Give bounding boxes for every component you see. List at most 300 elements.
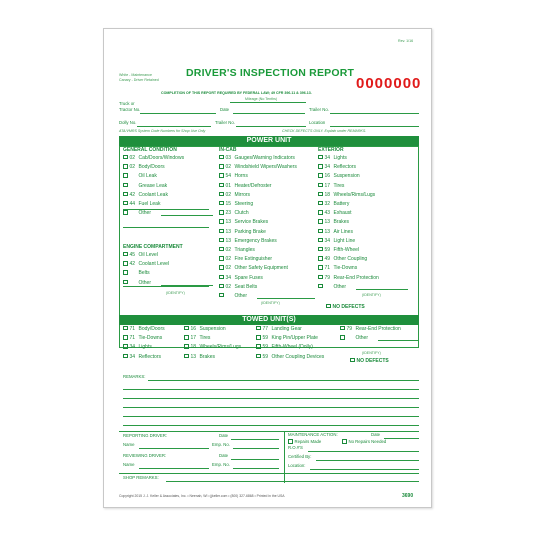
item-code: 59 — [262, 335, 269, 342]
item-label: Coolant Leak — [138, 191, 168, 198]
checklist-item[interactable] — [318, 191, 375, 199]
item-code: 32 — [324, 201, 331, 207]
reviewing-date-line[interactable] — [231, 459, 279, 460]
checkbox-icon[interactable] — [318, 284, 323, 289]
checklist-item[interactable] — [219, 283, 257, 291]
checkbox-icon[interactable] — [219, 238, 224, 243]
checkbox-icon[interactable] — [123, 280, 128, 285]
remarks-line[interactable] — [123, 407, 419, 408]
item-label: Fire Extinguisher — [234, 256, 273, 263]
item-label: Rear-End Protection — [333, 274, 379, 281]
truck-label: Truck or — [119, 101, 135, 106]
repairs-made-label: Repairs Made — [294, 439, 322, 444]
item-label: Tie-Downs — [138, 335, 163, 342]
item-label: Other — [138, 210, 152, 217]
remarks-line[interactable] — [123, 398, 419, 399]
item-code: 13 — [225, 228, 232, 235]
ros-line[interactable] — [308, 451, 419, 452]
item-label: Steering — [234, 201, 254, 207]
location-label: Location — [309, 120, 326, 125]
item-code: 71 — [324, 265, 331, 272]
checklist-item[interactable] — [123, 209, 151, 217]
checklist-item[interactable] — [256, 343, 313, 351]
checkbox-icon[interactable] — [123, 344, 128, 349]
item-label: Heater/Defroster — [234, 182, 272, 189]
certified-by-line[interactable] — [316, 460, 419, 461]
checklist-item[interactable] — [219, 172, 248, 180]
checkbox-icon[interactable] — [350, 358, 355, 363]
item-code: 34 — [324, 155, 331, 161]
checkbox-icon[interactable] — [219, 284, 224, 289]
item-code: 34 — [129, 344, 136, 351]
checklist-item[interactable] — [318, 274, 379, 282]
checkbox-icon[interactable] — [123, 164, 128, 169]
general-condition-heading: GENERAL CONDITION — [123, 147, 177, 153]
item-label: Tires — [333, 182, 345, 189]
compliance-note: COMPLETION OF THIS REPORT REQUIRED BY FEDERAL LAW; 49 CFR 396.11 & 396.13. — [161, 91, 312, 95]
item-code: 18 — [324, 191, 331, 198]
item-label: Cab/Doors/Windows — [138, 155, 185, 161]
checklist-item[interactable] — [219, 274, 263, 282]
checkbox-icon[interactable] — [256, 335, 261, 340]
checkbox-icon[interactable] — [123, 201, 128, 206]
item-label: Battery — [333, 201, 350, 207]
item-label: Clutch — [234, 210, 249, 217]
power-unit-bar: POWER UNIT — [119, 136, 419, 146]
item-code: 59 — [262, 344, 269, 351]
item-label: Suspension — [333, 173, 360, 180]
towed-no-defects-checkbox[interactable] — [350, 357, 389, 365]
item-label: Other Safety Equipment — [234, 265, 288, 272]
checkbox-icon[interactable] — [184, 354, 189, 359]
remarks-label: REMARKS: — [123, 374, 146, 379]
checklist-item[interactable] — [219, 237, 277, 245]
item-label: Mirrors — [234, 191, 251, 198]
checklist-item[interactable] — [219, 228, 266, 236]
identify-line[interactable] — [123, 209, 209, 210]
form-title: DRIVER'S INSPECTION REPORT — [186, 67, 355, 79]
copy-white-label: White - Maintenance — [119, 73, 152, 77]
trailer-line[interactable] — [236, 126, 306, 127]
item-code: 13 — [225, 237, 232, 244]
checklist-item[interactable] — [219, 246, 255, 254]
item-label: Parking Brake — [234, 228, 266, 235]
mileage-line[interactable] — [230, 102, 306, 103]
copy-canary-label: Canary - Driver Retained — [119, 78, 159, 82]
item-label: Fifth-Wheel (Dolly) — [271, 344, 313, 351]
maintenance-date-label: Date — [371, 432, 381, 437]
checklist-item[interactable] — [123, 343, 152, 351]
checkbox-icon[interactable] — [219, 265, 224, 270]
reviewing-driver-label: REVIEWING DRIVER: — [123, 453, 167, 458]
item-label: Other Coupling — [333, 256, 368, 263]
reporting-emp-line[interactable] — [233, 448, 279, 449]
checklist-item[interactable] — [219, 218, 268, 226]
item-code: 02 — [225, 164, 232, 171]
checkbox-icon[interactable] — [123, 173, 128, 178]
remarks-line[interactable] — [123, 389, 419, 390]
repairs-made-checkbox[interactable] — [288, 438, 321, 445]
item-label: Other — [138, 279, 152, 286]
tractor-line[interactable] — [140, 113, 216, 114]
item-label: Wheels/Rims/Lugs — [333, 191, 376, 198]
checkbox-icon[interactable] — [219, 201, 224, 206]
reporting-emp-label: Emp. No. — [212, 442, 230, 447]
checklist-item[interactable] — [318, 246, 359, 254]
in-cab-heading: IN-CAB — [219, 147, 237, 153]
remarks-line[interactable] — [123, 416, 419, 417]
checkbox-icon[interactable] — [318, 256, 323, 261]
item-code: 79 — [324, 274, 331, 281]
checkbox-icon[interactable] — [219, 192, 224, 197]
identify-label-general: (IDENTIFY) — [166, 291, 185, 295]
checkbox-icon[interactable] — [219, 256, 224, 261]
checklist-item[interactable] — [318, 172, 360, 180]
exterior-heading: EXTERIOR — [318, 147, 344, 153]
date-line[interactable] — [233, 113, 305, 114]
item-code: 13 — [324, 228, 331, 235]
item-label: Reflectors — [333, 164, 357, 171]
checkbox-icon[interactable] — [318, 164, 323, 169]
checkbox-icon[interactable] — [318, 210, 323, 215]
item-label: Body/Doors — [138, 164, 165, 171]
checkbox-icon[interactable] — [326, 304, 331, 309]
no-defects-label: NO DEFECTS — [356, 358, 389, 364]
certified-by-label: Certified By: — [288, 454, 312, 459]
item-code: 17 — [324, 182, 331, 189]
checkbox-icon[interactable] — [256, 354, 261, 359]
checkbox-icon[interactable] — [123, 183, 128, 188]
mileage-label: Mileage (No Tenths) — [245, 97, 278, 101]
no-repairs-needed-label: No Repairs Needed — [348, 439, 387, 444]
checklist-item[interactable] — [318, 200, 349, 208]
ros-label: R.O.#'S — [288, 445, 303, 450]
item-label: Fuel Leak — [138, 201, 161, 207]
remarks-line[interactable] — [123, 425, 419, 426]
checkbox-icon[interactable] — [340, 335, 345, 340]
item-label: Brakes — [333, 219, 350, 226]
other-fill-line[interactable] — [161, 215, 213, 216]
checkbox-icon[interactable] — [318, 238, 323, 243]
checklist-item[interactable] — [219, 182, 271, 190]
checklist-item[interactable] — [219, 292, 247, 300]
item-label: Air Lines — [333, 228, 353, 235]
item-code: 02 — [129, 164, 136, 171]
checkbox-icon[interactable] — [318, 229, 323, 234]
checklist-item[interactable] — [318, 218, 349, 226]
checkbox-icon[interactable] — [219, 229, 224, 234]
checklist-item[interactable] — [318, 237, 355, 245]
checklist-item[interactable] — [256, 325, 302, 333]
item-code: 54 — [225, 173, 232, 180]
item-label: Service Brakes — [234, 219, 269, 226]
item-code: 71 — [129, 335, 136, 342]
item-code: 34 — [324, 237, 331, 244]
identify-label-towed: (IDENTIFY) — [362, 351, 381, 355]
checkbox-icon[interactable] — [123, 270, 128, 275]
checkbox-icon[interactable] — [318, 265, 323, 270]
power-no-defects-checkbox[interactable] — [326, 303, 365, 311]
check-defects-note: CHECK DEFECTS ONLY. Explain under REMARKS. — [282, 129, 367, 133]
checkbox-icon[interactable] — [318, 247, 323, 252]
item-code: 01 — [225, 182, 232, 189]
item-label: Reflectors — [138, 353, 162, 360]
checklist-item[interactable] — [318, 264, 357, 272]
checkbox-icon[interactable] — [342, 439, 347, 444]
date-label: Date — [220, 107, 230, 112]
checklist-item[interactable] — [318, 182, 344, 190]
item-label: Other — [234, 293, 248, 299]
item-label: Grease Leak — [138, 182, 168, 189]
reviewing-name-label: Name — [123, 462, 135, 467]
dolly-line[interactable] — [137, 126, 211, 127]
checklist-item[interactable] — [256, 334, 318, 342]
item-code: 17 — [190, 335, 197, 342]
checkbox-icon[interactable] — [123, 192, 128, 197]
checkbox-icon[interactable] — [123, 354, 128, 359]
reporting-date-line[interactable] — [231, 439, 279, 440]
checklist-item[interactable] — [318, 163, 356, 171]
checklist-item[interactable] — [340, 325, 401, 333]
item-label: Other Coupling Devices — [271, 353, 325, 360]
item-label: Landing Gear — [271, 326, 302, 332]
item-code: 16 — [324, 173, 331, 180]
other-fill-line[interactable] — [257, 298, 315, 299]
item-code: 02 — [225, 247, 232, 253]
checklist-item[interactable] — [219, 200, 253, 208]
checkbox-icon[interactable] — [318, 155, 323, 160]
item-code: 02 — [225, 256, 232, 263]
reporting-name-label: Name — [123, 442, 135, 447]
item-label: Emergency Brakes — [234, 237, 277, 244]
identify-line[interactable] — [123, 227, 209, 228]
checklist-item[interactable] — [123, 269, 150, 277]
item-code: 02 — [225, 283, 232, 290]
reporting-driver-label: REPORTING DRIVER: — [123, 433, 168, 438]
checklist-item[interactable] — [340, 334, 368, 342]
checklist-item[interactable] — [184, 325, 226, 333]
checklist-item[interactable] — [123, 163, 165, 171]
checkbox-icon[interactable] — [123, 261, 128, 266]
checklist-item[interactable] — [219, 191, 250, 199]
no-defects-label: NO DEFECTS — [332, 304, 365, 310]
item-label: Other — [333, 283, 347, 290]
checkbox-icon[interactable] — [219, 155, 224, 160]
checklist-item[interactable] — [318, 228, 353, 236]
maintenance-location-line[interactable] — [310, 469, 419, 470]
reporting-name-line[interactable] — [139, 448, 209, 449]
checklist-item[interactable] — [123, 200, 160, 208]
checkbox-icon[interactable] — [123, 335, 128, 340]
item-code: 03 — [225, 155, 232, 161]
checklist-item[interactable] — [318, 209, 352, 217]
item-code: 02 — [129, 155, 136, 161]
checkbox-icon[interactable] — [256, 344, 261, 349]
other-fill-line[interactable] — [378, 340, 418, 341]
item-code: 16 — [190, 326, 197, 332]
checkbox-icon[interactable] — [123, 326, 128, 331]
checkbox-icon[interactable] — [256, 326, 261, 331]
item-label: Triangles — [234, 247, 255, 253]
ata-note: ATA/VMRS System Code Numbers for Shop Use Only — [119, 129, 206, 133]
item-label: Gauges/Warning Indicators — [234, 155, 295, 161]
checklist-item[interactable] — [256, 353, 324, 361]
item-label: Horns — [234, 173, 248, 180]
item-code: 77 — [262, 326, 269, 332]
trailer-right-label: Trailer No. — [309, 107, 329, 112]
item-code: 23 — [225, 210, 232, 217]
checklist-item[interactable] — [219, 163, 297, 171]
checkbox-icon[interactable] — [318, 183, 323, 188]
checklist-item[interactable] — [123, 172, 157, 180]
form-number: 0000000 — [356, 75, 422, 92]
checkbox-icon[interactable] — [219, 293, 224, 298]
item-code: 34 — [225, 274, 232, 281]
signature-column-divider — [284, 431, 285, 483]
remarks-line[interactable] — [148, 380, 419, 381]
checklist-item[interactable] — [318, 255, 367, 263]
item-code: 13 — [324, 219, 331, 226]
item-label: Tie-Downs — [333, 265, 358, 272]
tractor-label: Tractor No. — [119, 107, 141, 112]
checkbox-icon[interactable] — [123, 155, 128, 160]
checkbox-icon[interactable] — [219, 247, 224, 252]
item-label: Brakes — [199, 353, 216, 360]
checkbox-icon[interactable] — [219, 210, 224, 215]
checkbox-icon[interactable] — [184, 335, 189, 340]
item-label: Windshield Wipers/Washers — [234, 164, 297, 171]
checklist-item[interactable] — [219, 264, 288, 272]
checkbox-icon[interactable] — [123, 210, 128, 215]
maintenance-location-label: Location: — [288, 463, 306, 468]
checkbox-icon[interactable] — [123, 252, 128, 257]
checkbox-icon[interactable] — [340, 326, 345, 331]
shop-divider — [119, 473, 419, 474]
checklist-item[interactable] — [123, 260, 169, 268]
item-label: Tires — [199, 335, 211, 342]
copyright-text: Copyright 2015 J. J. Keller & Associates, Inc. • Neenah, WI • jjkeller.com • (800) 327-6868 • Printed in the USA — [119, 494, 285, 498]
item-code: 13 — [225, 219, 232, 226]
item-label: Spare Fuses — [234, 274, 263, 281]
item-label: Lights — [333, 155, 347, 161]
checkbox-icon[interactable] — [184, 344, 189, 349]
dolly-label: Dolly No. — [119, 120, 137, 125]
item-code: 44 — [129, 201, 136, 207]
item-code: 34 — [324, 164, 331, 171]
item-code: 49 — [324, 256, 331, 263]
item-label: Oil Leak — [138, 173, 157, 180]
checklist-item[interactable] — [219, 209, 249, 217]
item-label: Lights — [138, 344, 152, 351]
item-label: Exhaust — [333, 210, 352, 217]
checklist-item[interactable] — [123, 251, 158, 259]
checklist-item[interactable] — [123, 334, 162, 342]
reviewing-name-line[interactable] — [139, 468, 209, 469]
checklist-item[interactable] — [219, 255, 272, 263]
item-label: Seat Belts — [234, 283, 258, 290]
engine-compartment-heading: ENGINE COMPARTMENT — [123, 244, 183, 250]
checklist-item[interactable] — [184, 334, 210, 342]
no-repairs-needed-checkbox[interactable] — [342, 438, 386, 445]
maintenance-date-line[interactable] — [384, 438, 419, 439]
item-code: 43 — [324, 210, 331, 217]
item-code: 42 — [129, 261, 136, 268]
checklist-item[interactable] — [318, 154, 347, 162]
checkbox-icon[interactable] — [318, 173, 323, 178]
checkbox-icon[interactable] — [219, 164, 224, 169]
identify-label-exterior: (IDENTIFY) — [362, 293, 381, 297]
identify-label-incab: (IDENTIFY) — [261, 301, 280, 305]
checkbox-icon[interactable] — [318, 192, 323, 197]
checklist-item[interactable] — [123, 191, 168, 199]
item-code: 34 — [129, 353, 136, 360]
item-label: Coolant Level — [138, 261, 170, 268]
item-code: 15 — [225, 201, 232, 207]
item-code: 45 — [129, 252, 136, 258]
checklist-item[interactable] — [219, 154, 295, 162]
trailer-right-line[interactable] — [330, 113, 419, 114]
other-fill-line[interactable] — [161, 285, 213, 286]
checklist-item[interactable] — [123, 154, 184, 162]
shop-remarks-label: SHOP REMARKS: — [123, 475, 159, 480]
checklist-item[interactable] — [123, 182, 167, 190]
checklist-item[interactable] — [123, 325, 165, 333]
location-line[interactable] — [330, 126, 419, 127]
checklist-item[interactable] — [318, 283, 346, 291]
checklist-item[interactable] — [184, 353, 215, 361]
item-code: 71 — [129, 326, 136, 332]
checkbox-icon[interactable] — [219, 219, 224, 224]
towed-units-bar: TOWED UNIT(S) — [119, 315, 419, 325]
shop-remarks-line[interactable] — [166, 481, 419, 482]
checkbox-icon[interactable] — [318, 201, 323, 206]
checkbox-icon[interactable] — [288, 439, 293, 444]
trailer-label: Trailer No. — [215, 120, 235, 125]
item-label: Wheels/Rims/Lugs — [199, 344, 242, 351]
reporting-date-label: Date — [219, 433, 229, 438]
revision-label: Rev. 1/16 — [398, 39, 414, 43]
item-code: 59 — [324, 247, 331, 253]
reviewing-date-label: Date — [219, 453, 229, 458]
checkbox-icon[interactable] — [318, 219, 323, 224]
checkbox-icon[interactable] — [184, 326, 189, 331]
item-label: Light Line — [333, 237, 356, 244]
item-code: 18 — [190, 344, 197, 351]
checkbox-icon[interactable] — [318, 275, 323, 280]
item-label: Rear-End Protection — [355, 326, 401, 332]
checkbox-icon[interactable] — [219, 173, 224, 178]
checkbox-icon[interactable] — [219, 275, 224, 280]
maintenance-action-label: MAINTENANCE ACTION: — [288, 432, 338, 437]
reviewing-emp-line[interactable] — [233, 468, 279, 469]
checklist-item[interactable] — [123, 353, 161, 361]
checklist-item[interactable] — [123, 279, 151, 287]
reviewing-emp-label: Emp. No. — [212, 462, 230, 467]
inspection-report-form — [103, 28, 432, 508]
checklist-item[interactable] — [184, 343, 241, 351]
item-code: 42 — [129, 191, 136, 198]
item-label: King Pin/Upper Plate — [271, 335, 318, 342]
item-code: 59 — [262, 353, 269, 360]
item-label: Oil Level — [138, 252, 158, 258]
checkbox-icon[interactable] — [219, 183, 224, 188]
item-label: Other — [355, 335, 369, 342]
other-fill-line[interactable] — [356, 289, 408, 290]
item-code: 79 — [346, 326, 353, 332]
item-label: Belts — [138, 270, 150, 277]
item-label: Body/Doors — [138, 326, 165, 332]
item-code: 13 — [190, 353, 197, 360]
